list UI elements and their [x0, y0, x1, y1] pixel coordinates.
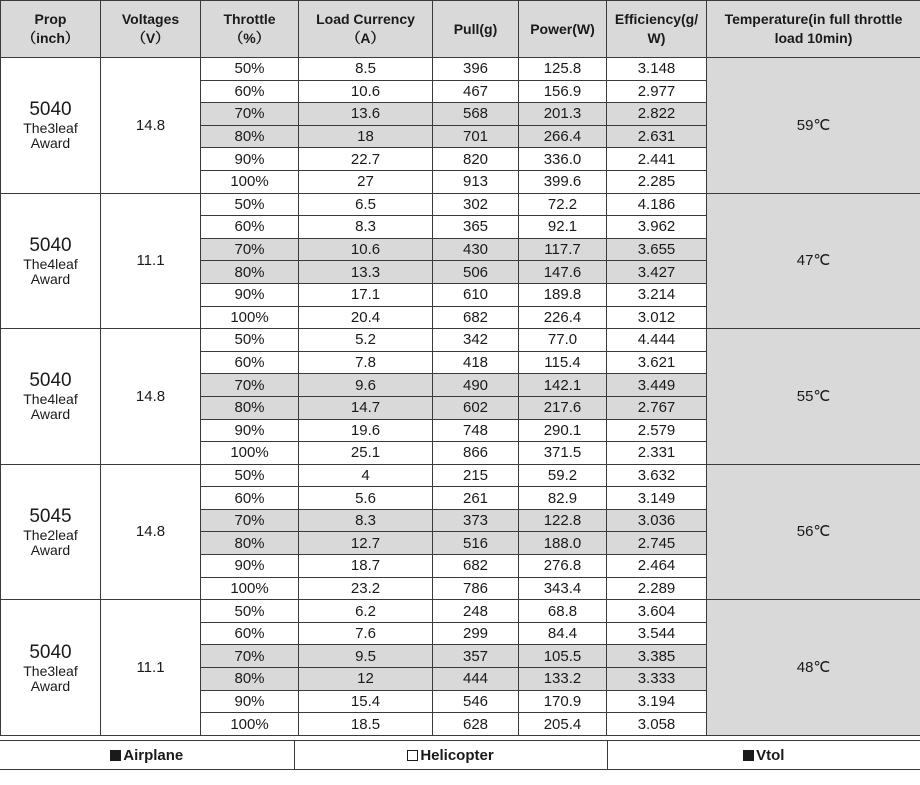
prop-cell	[1, 464, 101, 600]
throttle-cell: 60%	[201, 216, 299, 239]
pull-cell: 248	[433, 600, 519, 623]
power-cell: 133.2	[519, 668, 607, 691]
prop-cell	[1, 329, 101, 465]
load-current-cell: 19.6	[299, 419, 433, 442]
prop-description: Award	[30, 541, 71, 558]
throttle-cell: 70%	[201, 509, 299, 532]
pull-cell: 261	[433, 487, 519, 510]
voltage-cell: 11.1	[101, 600, 201, 736]
power-cell: 217.6	[519, 396, 607, 419]
pull-cell: 516	[433, 532, 519, 555]
load-current-cell: 6.2	[299, 600, 433, 623]
table-row	[1, 58, 920, 81]
prop-cell	[1, 58, 101, 194]
table-row	[1, 329, 920, 352]
prop-description: The4leaf	[23, 255, 78, 272]
temperature-cell: 55℃	[707, 329, 920, 465]
pull-cell: 373	[433, 509, 519, 532]
load-current-cell: 7.6	[299, 622, 433, 645]
temperature-cell: 47℃	[707, 193, 920, 329]
load-current-cell: 8.3	[299, 509, 433, 532]
power-cell: 399.6	[519, 170, 607, 193]
voltage-cell: 14.8	[101, 58, 201, 194]
header-pull: Pull(g)	[433, 1, 519, 58]
efficiency-cell: 2.464	[607, 555, 707, 578]
efficiency-cell: 2.977	[607, 80, 707, 103]
efficiency-cell: 3.012	[607, 306, 707, 329]
efficiency-cell: 2.285	[607, 170, 707, 193]
aircraft-type-helicopter	[294, 741, 607, 770]
power-cell: 92.1	[519, 216, 607, 239]
load-current-cell: 8.5	[299, 58, 433, 81]
power-cell: 117.7	[519, 238, 607, 261]
prop-description: Award	[30, 406, 71, 423]
pull-cell: 342	[433, 329, 519, 352]
header-voltage: Voltages （V）	[101, 1, 201, 58]
load-current-cell: 7.8	[299, 351, 433, 374]
efficiency-cell: 3.194	[607, 690, 707, 713]
pull-cell: 418	[433, 351, 519, 374]
pull-cell: 682	[433, 306, 519, 329]
load-current-cell: 20.4	[299, 306, 433, 329]
efficiency-cell: 3.544	[607, 622, 707, 645]
load-current-cell: 5.2	[299, 329, 433, 352]
power-cell: 266.4	[519, 125, 607, 148]
power-cell: 59.2	[519, 464, 607, 487]
load-current-cell: 10.6	[299, 238, 433, 261]
power-cell: 122.8	[519, 509, 607, 532]
throttle-cell: 60%	[201, 487, 299, 510]
aircraft-type-vtol	[607, 741, 920, 770]
pull-cell: 467	[433, 80, 519, 103]
power-cell: 336.0	[519, 148, 607, 171]
prop-cell	[1, 600, 101, 736]
prop-size: 5040	[29, 641, 72, 663]
throttle-cell: 90%	[201, 148, 299, 171]
pull-cell: 546	[433, 690, 519, 713]
voltage-cell: 14.8	[101, 464, 201, 600]
throttle-cell: 90%	[201, 690, 299, 713]
efficiency-cell: 3.604	[607, 600, 707, 623]
efficiency-cell: 3.385	[607, 645, 707, 668]
throttle-cell: 60%	[201, 80, 299, 103]
pull-cell: 430	[433, 238, 519, 261]
pull-cell: 866	[433, 442, 519, 465]
aircraft-type-label: Helicopter	[420, 746, 494, 764]
table-row	[1, 600, 920, 623]
load-current-cell: 18.5	[299, 713, 433, 736]
pull-cell: 682	[433, 555, 519, 578]
throttle-cell: 50%	[201, 464, 299, 487]
load-current-cell: 15.4	[299, 690, 433, 713]
prop-size: 5040	[29, 234, 72, 256]
load-current-cell: 14.7	[299, 396, 433, 419]
load-current-cell: 25.1	[299, 442, 433, 465]
power-cell: 147.6	[519, 261, 607, 284]
efficiency-cell: 3.333	[607, 668, 707, 691]
throttle-cell: 60%	[201, 351, 299, 374]
checked-box-icon	[110, 750, 121, 761]
prop-cell	[1, 193, 101, 329]
efficiency-cell: 2.441	[607, 148, 707, 171]
load-current-cell: 22.7	[299, 148, 433, 171]
efficiency-cell: 3.427	[607, 261, 707, 284]
power-cell: 115.4	[519, 351, 607, 374]
load-current-cell: 27	[299, 170, 433, 193]
power-cell: 189.8	[519, 283, 607, 306]
throttle-cell: 100%	[201, 442, 299, 465]
load-current-cell: 18.7	[299, 555, 433, 578]
power-cell: 142.1	[519, 374, 607, 397]
throttle-cell: 80%	[201, 125, 299, 148]
efficiency-cell: 2.745	[607, 532, 707, 555]
aircraft-type-airplane	[0, 741, 294, 770]
pull-cell: 357	[433, 645, 519, 668]
throttle-cell: 90%	[201, 555, 299, 578]
throttle-cell: 80%	[201, 668, 299, 691]
header-load-current: Load Currency （A）	[299, 1, 433, 58]
pull-cell: 444	[433, 668, 519, 691]
pull-cell: 913	[433, 170, 519, 193]
power-cell: 77.0	[519, 329, 607, 352]
power-cell: 205.4	[519, 713, 607, 736]
pull-cell: 299	[433, 622, 519, 645]
pull-cell: 365	[433, 216, 519, 239]
temperature-cell: 59℃	[707, 58, 920, 194]
pull-cell: 820	[433, 148, 519, 171]
load-current-cell: 10.6	[299, 80, 433, 103]
unchecked-box-icon	[407, 750, 418, 761]
load-current-cell: 18	[299, 125, 433, 148]
prop-description: The4leaf	[23, 391, 78, 408]
throttle-cell: 50%	[201, 329, 299, 352]
throttle-cell: 100%	[201, 170, 299, 193]
header-prop: Prop （inch）	[1, 1, 101, 58]
load-current-cell: 12	[299, 668, 433, 691]
throttle-cell: 90%	[201, 283, 299, 306]
power-cell: 276.8	[519, 555, 607, 578]
power-cell: 188.0	[519, 532, 607, 555]
prop-description: Award	[30, 270, 71, 287]
power-cell: 156.9	[519, 80, 607, 103]
efficiency-cell: 3.149	[607, 487, 707, 510]
power-cell: 201.3	[519, 103, 607, 126]
throttle-cell: 50%	[201, 193, 299, 216]
throttle-cell: 80%	[201, 261, 299, 284]
throttle-cell: 100%	[201, 577, 299, 600]
aircraft-type-label: Vtol	[756, 746, 785, 764]
load-current-cell: 4	[299, 464, 433, 487]
pull-cell: 302	[433, 193, 519, 216]
efficiency-cell: 3.214	[607, 283, 707, 306]
throttle-cell: 60%	[201, 622, 299, 645]
efficiency-cell: 2.331	[607, 442, 707, 465]
load-current-cell: 9.5	[299, 645, 433, 668]
pull-cell: 602	[433, 396, 519, 419]
checked-box-icon	[743, 750, 754, 761]
efficiency-cell: 3.962	[607, 216, 707, 239]
efficiency-cell: 3.058	[607, 713, 707, 736]
efficiency-cell: 3.655	[607, 238, 707, 261]
prop-size: 5040	[29, 99, 72, 121]
load-current-cell: 9.6	[299, 374, 433, 397]
throttle-cell: 100%	[201, 306, 299, 329]
prop-description: Award	[30, 677, 71, 694]
pull-cell: 490	[433, 374, 519, 397]
pull-cell: 568	[433, 103, 519, 126]
pull-cell: 506	[433, 261, 519, 284]
voltage-cell: 11.1	[101, 193, 201, 329]
load-current-cell: 13.6	[299, 103, 433, 126]
throttle-cell: 80%	[201, 396, 299, 419]
temperature-cell: 48℃	[707, 600, 920, 736]
efficiency-cell: 4.444	[607, 329, 707, 352]
efficiency-cell: 3.632	[607, 464, 707, 487]
header-temperature: Temperature(in full throttle load 10min)	[707, 1, 920, 58]
efficiency-cell: 3.621	[607, 351, 707, 374]
power-cell: 290.1	[519, 419, 607, 442]
header-power: Power(W)	[519, 1, 607, 58]
efficiency-cell: 3.449	[607, 374, 707, 397]
prop-description: The3leaf	[23, 120, 78, 137]
power-cell: 72.2	[519, 193, 607, 216]
throttle-cell: 80%	[201, 532, 299, 555]
pull-cell: 215	[433, 464, 519, 487]
prop-size: 5040	[29, 370, 72, 392]
throttle-cell: 100%	[201, 713, 299, 736]
load-current-cell: 17.1	[299, 283, 433, 306]
pull-cell: 748	[433, 419, 519, 442]
efficiency-cell: 2.289	[607, 577, 707, 600]
header-efficiency: Efficiency(g/ W)	[607, 1, 707, 58]
prop-description: Award	[30, 135, 71, 152]
efficiency-cell: 2.631	[607, 125, 707, 148]
load-current-cell: 6.5	[299, 193, 433, 216]
power-cell: 226.4	[519, 306, 607, 329]
efficiency-cell: 2.767	[607, 396, 707, 419]
efficiency-cell: 3.148	[607, 58, 707, 81]
pull-cell: 786	[433, 577, 519, 600]
load-current-cell: 8.3	[299, 216, 433, 239]
pull-cell: 396	[433, 58, 519, 81]
throttle-cell: 70%	[201, 645, 299, 668]
prop-size: 5045	[29, 505, 72, 527]
power-cell: 68.8	[519, 600, 607, 623]
power-cell: 170.9	[519, 690, 607, 713]
throttle-cell: 90%	[201, 419, 299, 442]
efficiency-cell: 2.822	[607, 103, 707, 126]
table-row	[1, 464, 920, 487]
power-cell: 371.5	[519, 442, 607, 465]
throttle-cell: 70%	[201, 238, 299, 261]
throttle-cell: 50%	[201, 58, 299, 81]
power-cell: 82.9	[519, 487, 607, 510]
power-cell: 84.4	[519, 622, 607, 645]
aircraft-type-label: Airplane	[123, 746, 184, 764]
prop-description: The2leaf	[23, 526, 78, 543]
pull-cell: 628	[433, 713, 519, 736]
power-cell: 125.8	[519, 58, 607, 81]
efficiency-cell: 2.579	[607, 419, 707, 442]
temperature-cell: 56℃	[707, 464, 920, 600]
load-current-cell: 12.7	[299, 532, 433, 555]
throttle-cell: 50%	[201, 600, 299, 623]
load-current-cell: 23.2	[299, 577, 433, 600]
header-row	[1, 1, 920, 58]
table-row	[1, 193, 920, 216]
efficiency-cell: 4.186	[607, 193, 707, 216]
aircraft-type-footer	[0, 740, 920, 770]
power-cell: 343.4	[519, 577, 607, 600]
load-current-cell: 13.3	[299, 261, 433, 284]
voltage-cell: 14.8	[101, 329, 201, 465]
header-throttle: Throttle （%）	[201, 1, 299, 58]
pull-cell: 701	[433, 125, 519, 148]
efficiency-cell: 3.036	[607, 509, 707, 532]
throttle-cell: 70%	[201, 103, 299, 126]
pull-cell: 610	[433, 283, 519, 306]
load-current-cell: 5.6	[299, 487, 433, 510]
power-cell: 105.5	[519, 645, 607, 668]
prop-description: The3leaf	[23, 662, 78, 679]
throttle-cell: 70%	[201, 374, 299, 397]
